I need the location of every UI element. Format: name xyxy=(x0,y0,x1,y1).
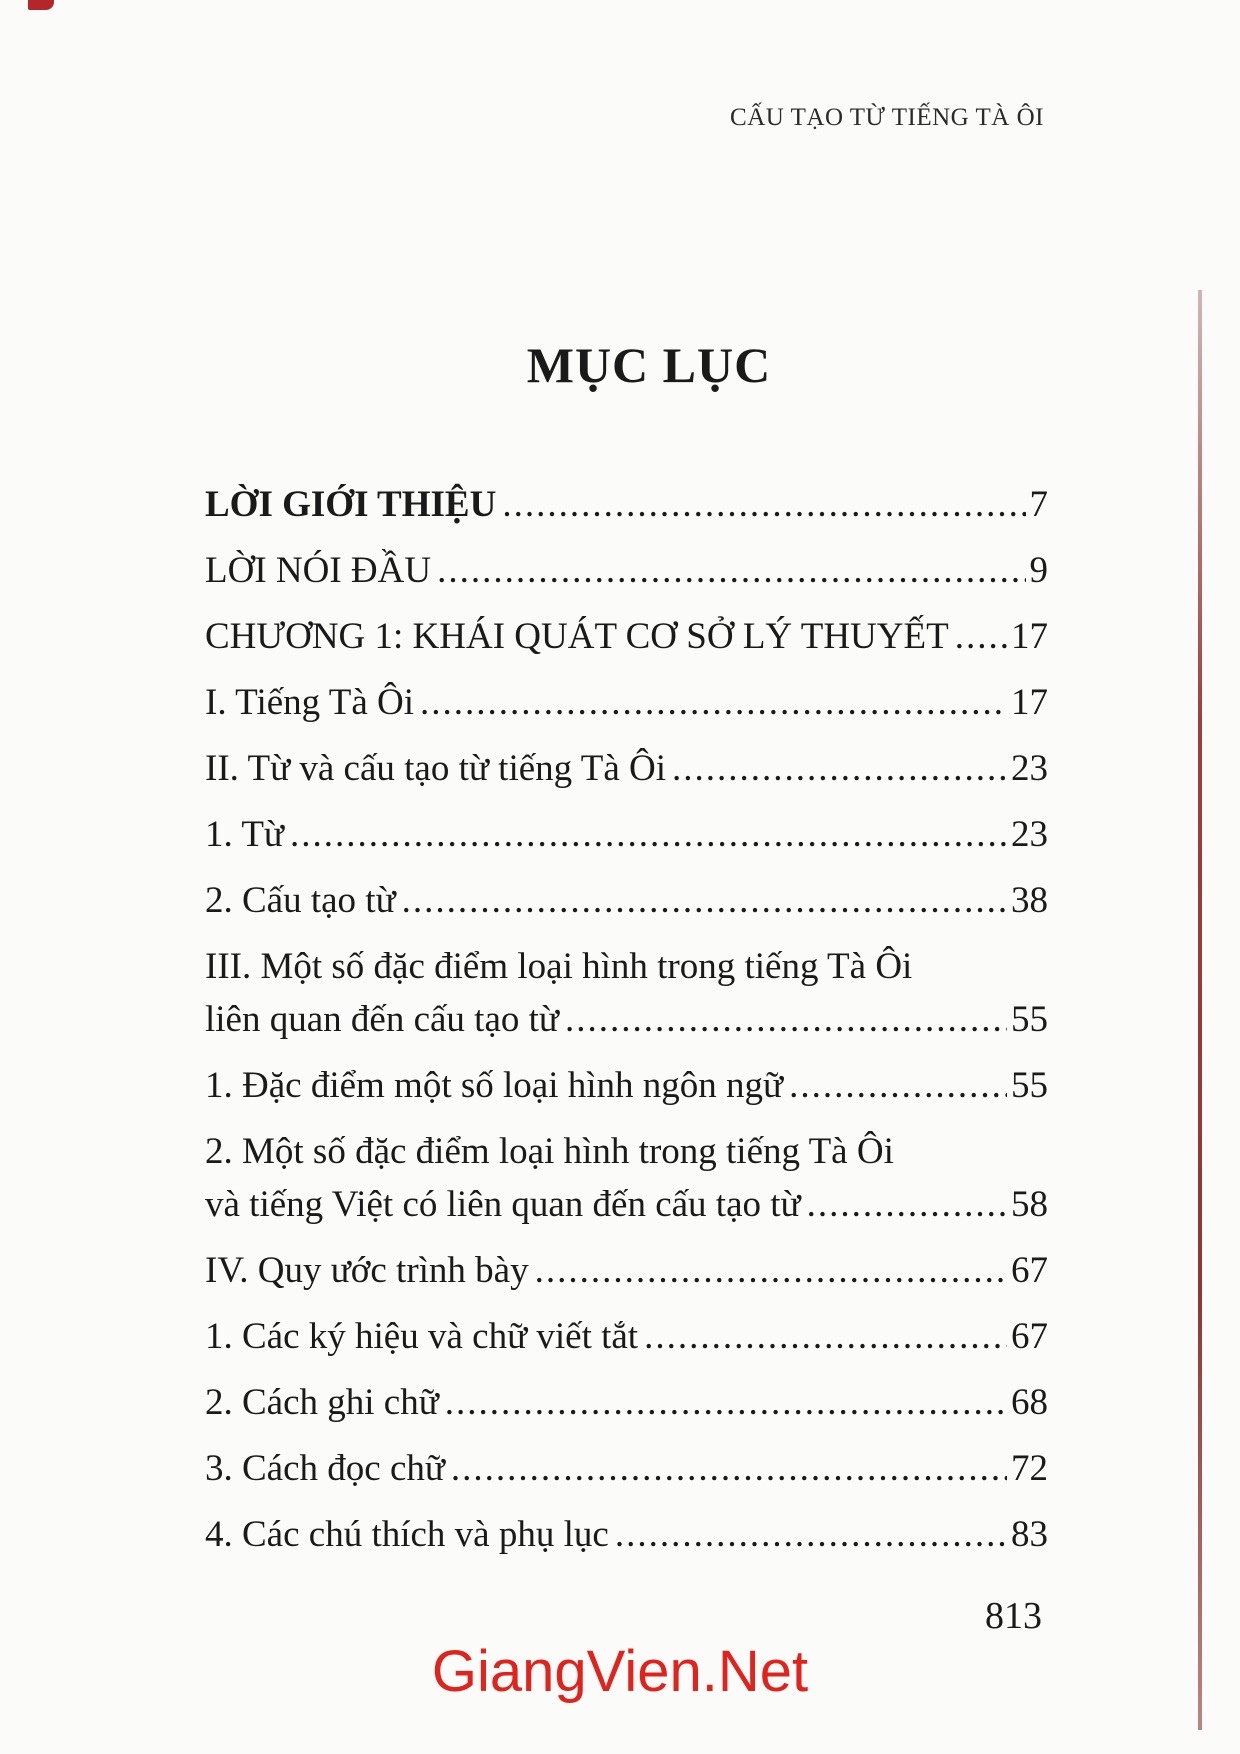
toc-entry-title: 4. Các chú thích và phụ lục xyxy=(205,1514,609,1555)
toc-entry-title: LỜI NÓI ĐẦU xyxy=(205,550,432,591)
toc-entry-page: 23 xyxy=(1011,814,1048,855)
dot-leader xyxy=(807,1178,1007,1231)
toc-entry-page: 67 xyxy=(1011,1316,1048,1357)
dot-leader xyxy=(789,1059,1007,1112)
corner-mark xyxy=(28,0,54,10)
table-of-contents xyxy=(205,478,1048,1574)
toc-entry xyxy=(205,1376,1048,1429)
toc-entry xyxy=(205,1310,1048,1363)
toc-entry-title-line1: III. Một số đặc điểm loại hình trong tiếng Tà Ôi xyxy=(205,946,913,987)
toc-entry-page: 68 xyxy=(1011,1382,1048,1423)
watermark: GiangVien.Net xyxy=(431,1639,809,1704)
toc-entry-title: 3. Cách đọc chữ xyxy=(205,1448,445,1489)
dot-leader xyxy=(535,1244,1007,1297)
toc-entry-title: II. Từ và cấu tạo từ tiếng Tà Ôi xyxy=(205,748,667,789)
toc-entry-page: 83 xyxy=(1011,1514,1048,1555)
dot-leader xyxy=(402,874,1007,927)
toc-entry xyxy=(205,742,1048,795)
dot-leader xyxy=(445,1376,1007,1429)
toc-entry-title: CHƯƠNG 1: KHÁI QUÁT CƠ SỞ LÝ THUYẾT xyxy=(205,616,949,657)
toc-entry xyxy=(205,1125,1048,1231)
toc-entry-page: 9 xyxy=(1029,550,1048,591)
toc-entry-title: 1. Từ xyxy=(205,814,284,855)
toc-entry-title: IV. Quy ước trình bày xyxy=(205,1250,529,1291)
toc-entry-title: và tiếng Việt có liên quan đến cấu tạo từ xyxy=(205,1184,801,1225)
dot-leader xyxy=(437,544,1025,597)
toc-entry xyxy=(205,808,1048,861)
dot-leader xyxy=(451,1442,1007,1495)
toc-entry xyxy=(205,1442,1048,1495)
page-title: MỤC LỤC xyxy=(526,337,772,393)
toc-entry-page: 17 xyxy=(1011,616,1048,657)
dot-leader xyxy=(615,1508,1007,1561)
toc-entry-page: 38 xyxy=(1011,880,1048,921)
toc-entry-page: 23 xyxy=(1011,748,1048,789)
toc-entry xyxy=(205,478,1048,531)
toc-entry-title: 2. Cấu tạo từ xyxy=(205,880,396,921)
dot-leader xyxy=(672,742,1007,795)
toc-entry-title: I. Tiếng Tà Ôi xyxy=(205,682,415,723)
toc-entry-page: 58 xyxy=(1011,1184,1048,1225)
toc-entry-title: 2. Cách ghi chữ xyxy=(205,1382,439,1423)
page-number: 813 xyxy=(985,1595,1042,1637)
toc-entry-title: LỜI GIỚI THIỆU xyxy=(205,484,497,525)
page-edge xyxy=(1198,290,1202,1730)
toc-entry-page: 55 xyxy=(1011,1065,1048,1106)
toc-entry-page: 72 xyxy=(1011,1448,1048,1489)
toc-entry-page: 55 xyxy=(1011,999,1048,1040)
dot-leader xyxy=(290,808,1007,861)
toc-entry-title: liên quan đến cấu tạo từ xyxy=(205,999,559,1040)
dot-leader xyxy=(502,478,1025,531)
toc-entry xyxy=(205,940,1048,1046)
toc-entry-title: 1. Các ký hiệu và chữ viết tắt xyxy=(205,1316,639,1357)
running-header: CẤU TẠO TỪ TIẾNG TÀ ÔI xyxy=(730,104,1044,131)
toc-entry-title: 1. Đặc điểm một số loại hình ngôn ngữ xyxy=(205,1065,784,1106)
dot-leader xyxy=(420,676,1007,729)
toc-entry xyxy=(205,610,1048,663)
toc-entry-title-line1: 2. Một số đặc điểm loại hình trong tiếng Tà Ôi xyxy=(205,1131,894,1172)
toc-entry-page: 67 xyxy=(1011,1250,1048,1291)
toc-entry xyxy=(205,676,1048,729)
dot-leader xyxy=(955,610,1007,663)
toc-entry xyxy=(205,874,1048,927)
toc-entry xyxy=(205,1059,1048,1112)
toc-entry xyxy=(205,1508,1048,1561)
toc-entry-page: 7 xyxy=(1029,484,1048,525)
toc-entry-page: 17 xyxy=(1011,682,1048,723)
toc-entry xyxy=(205,544,1048,597)
dot-leader xyxy=(644,1310,1007,1363)
dot-leader xyxy=(565,993,1007,1046)
toc-entry xyxy=(205,1244,1048,1297)
